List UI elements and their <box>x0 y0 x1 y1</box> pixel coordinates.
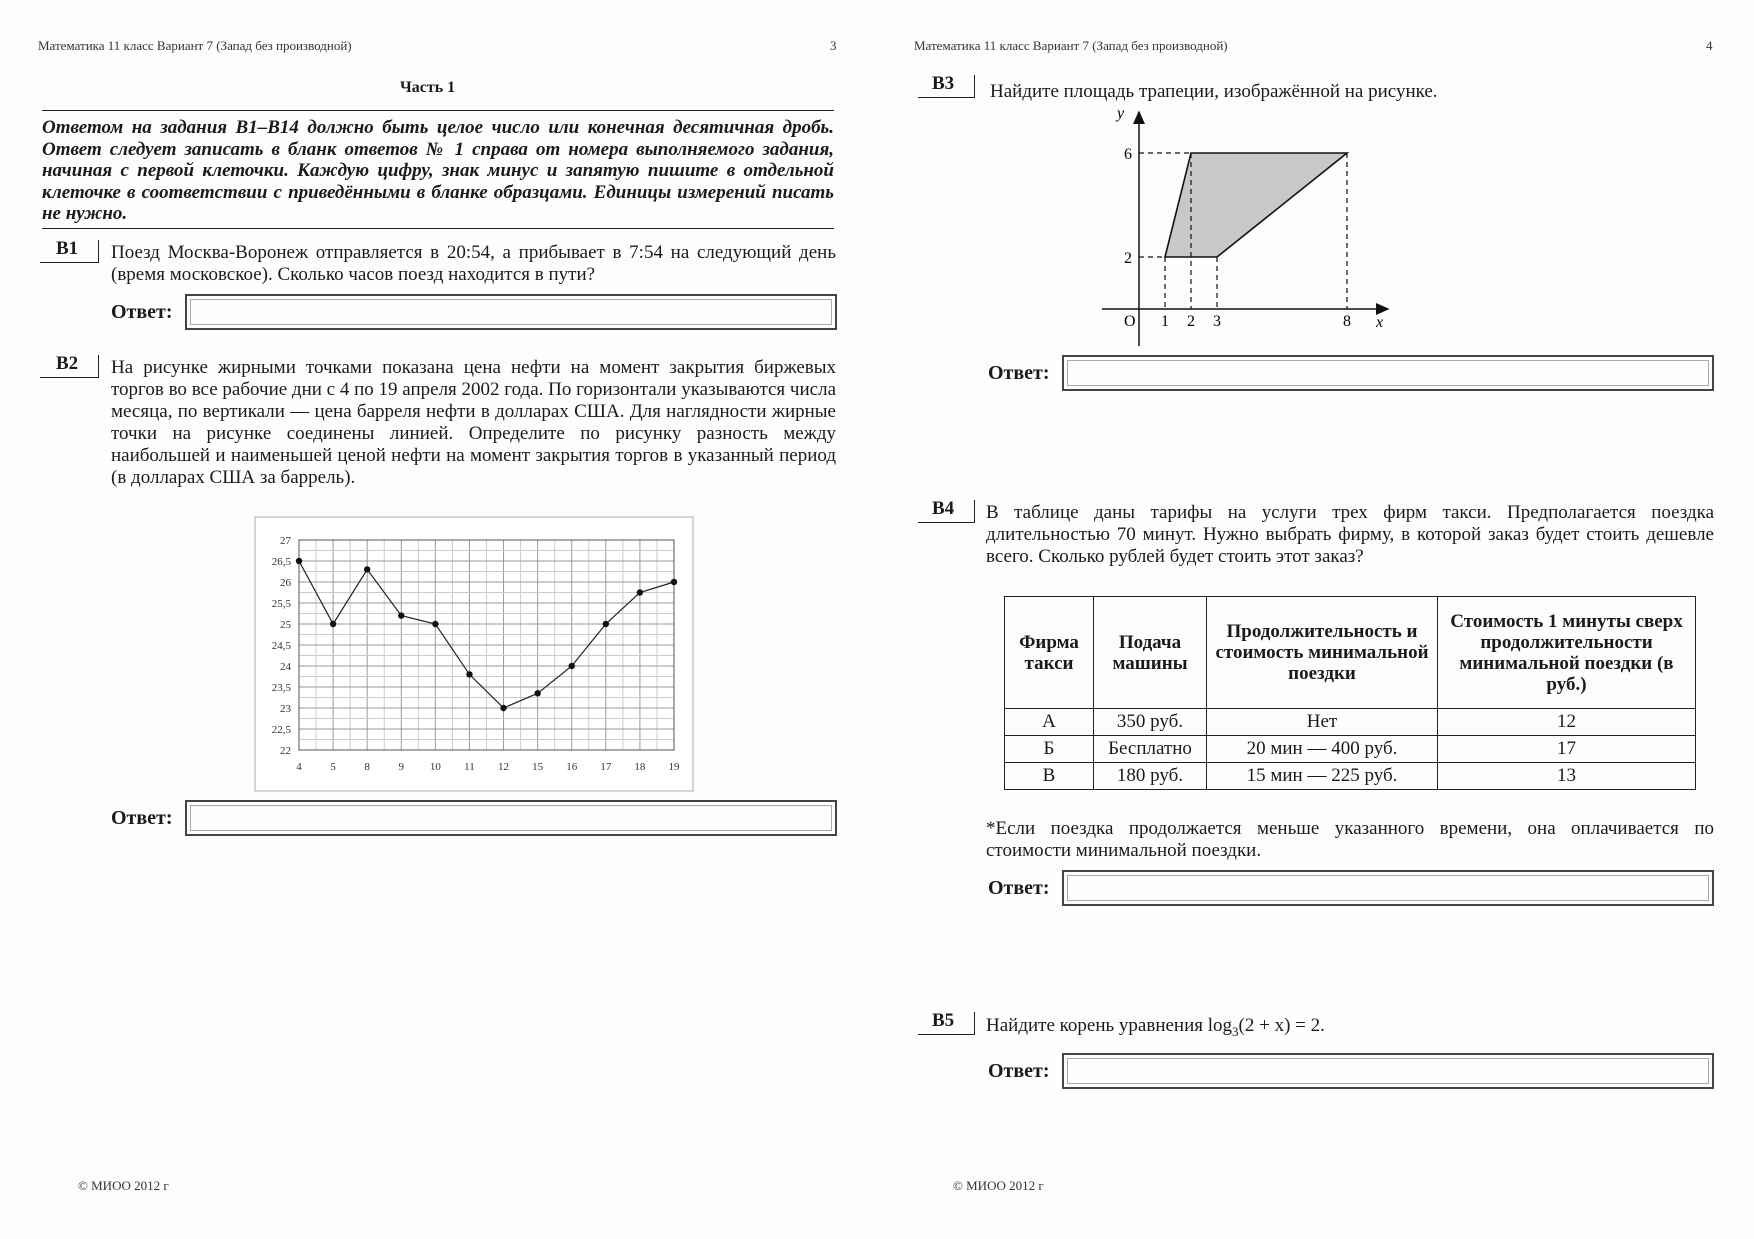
y-tick-label: 22,5 <box>271 724 291 736</box>
table-header: Фирма такси <box>1005 597 1094 709</box>
b4-answer-row <box>988 870 1714 906</box>
data-point <box>603 621 609 627</box>
data-point <box>671 579 677 585</box>
origin-label: O <box>1124 313 1136 330</box>
x-tick-label: 4 <box>296 761 302 773</box>
instructions: Ответом на задания B1–B14 должно быть целое число или конечная десятичная дробь. Ответ следует записать в бланк ответов № 1 справа от номера выполняемого задания, начиная с первой клеточки. Каждую цифру, знак минус и запятую пишите в отдельной клеточке в соответствии с приведёнными в бланке образцами. Единицы измерений писать не нужно. <box>42 117 834 224</box>
b2-answer-row <box>111 800 837 836</box>
b3-answer-label: Ответ: <box>988 361 1050 384</box>
data-point <box>637 589 643 595</box>
b4-note: *Если поездка продолжается меньше указанного времени, она оплачивается по стоимости минимальной поездки. <box>986 818 1714 861</box>
table-cell: В <box>1005 763 1094 790</box>
x-tick-label: 19 <box>668 761 680 773</box>
x-tick-8: 8 <box>1343 313 1351 330</box>
x-tick-label: 16 <box>566 761 578 773</box>
b3-label: B3 <box>932 73 955 94</box>
table-header: Продолжительность и стоимость минимальной поездки <box>1207 597 1438 709</box>
b5-answer-row <box>988 1053 1714 1089</box>
divider-top <box>42 110 834 111</box>
b2-answer-label: Ответ: <box>111 806 173 829</box>
b1-label: B1 <box>56 238 79 259</box>
b5-log-base: 3 <box>1232 1023 1239 1039</box>
y-tick-6: 6 <box>1124 146 1132 163</box>
b2-label: B2 <box>56 353 79 374</box>
b4-answer-label: Ответ: <box>988 876 1050 899</box>
b1-answer-field[interactable] <box>185 294 837 330</box>
b5-label: B5 <box>932 1010 955 1031</box>
y-tick-label: 25 <box>280 619 291 631</box>
b5-text-after: (2 + x) = 2. <box>1238 1015 1325 1036</box>
b4-text: В таблице даны тарифы на услуги трех фирм такси. Предполагается поездка длительностью 70 минут. Нужно выбрать фирму, в которой заказ будет стоить дешевле всего. Сколько рублей будет стоить этот заказ? <box>986 502 1714 567</box>
b5-label-box <box>918 1012 975 1035</box>
x-tick-label: 10 <box>429 761 441 773</box>
x-tick-label: 8 <box>364 761 370 773</box>
table-cell: 13 <box>1438 763 1696 790</box>
y-tick-label: 23 <box>280 703 291 715</box>
x-tick-3: 3 <box>1213 313 1221 330</box>
right-page-number: 4 <box>1706 38 1713 53</box>
table-row <box>1005 709 1696 736</box>
table-cell: 180 руб. <box>1094 763 1207 790</box>
table-cell: 15 мин — 225 руб. <box>1207 763 1438 790</box>
trapezoid-figure <box>1090 104 1400 352</box>
b4-label: B4 <box>932 498 955 519</box>
left-page-header: Математика 11 класс Вариант 7 (Запад без производной) <box>38 38 352 53</box>
right-page-header: Математика 11 класс Вариант 7 (Запад без производной) <box>914 38 1228 53</box>
table-cell: А <box>1005 709 1094 736</box>
b4-label-box <box>918 500 975 523</box>
part-title: Часть 1 <box>400 79 456 96</box>
x-tick-label: 12 <box>498 761 510 773</box>
data-point <box>569 663 575 669</box>
b1-answer-row <box>111 294 837 330</box>
b5-text-before: Найдите корень уравнения log <box>986 1015 1233 1036</box>
table-cell: 350 руб. <box>1094 709 1207 736</box>
x-tick-label: 17 <box>600 761 612 773</box>
table-row <box>1005 736 1696 763</box>
y-tick-label: 24 <box>280 661 291 673</box>
b1-label-box <box>40 240 99 263</box>
b3-text: Найдите площадь трапеции, изображённой на рисунке. <box>990 81 1438 102</box>
y-tick-label: 26,5 <box>271 556 291 568</box>
b4-answer-field[interactable] <box>1062 870 1714 906</box>
y-tick-label: 27 <box>280 535 291 547</box>
y-tick-2: 2 <box>1124 250 1132 267</box>
y-axis-label: y <box>1117 105 1125 122</box>
y-tick-label: 23,5 <box>271 682 291 694</box>
x-tick-label: 5 <box>330 761 336 773</box>
table-cell: 20 мин — 400 руб. <box>1207 736 1438 763</box>
trapezoid-shape <box>1165 153 1347 257</box>
b5-answer-field[interactable] <box>1062 1053 1714 1089</box>
table-cell: 12 <box>1438 709 1696 736</box>
x-tick-label: 9 <box>398 761 405 773</box>
y-tick-label: 24,5 <box>271 640 291 652</box>
x-tick-label: 18 <box>634 761 646 773</box>
y-tick-label: 26 <box>280 577 291 589</box>
table-row <box>1005 763 1696 790</box>
taxi-tariff-table <box>1004 596 1696 790</box>
data-point <box>466 671 472 677</box>
left-footer: © МИОО 2012 г <box>78 1178 169 1193</box>
table-header: Подача машины <box>1094 597 1207 709</box>
data-point <box>500 705 506 711</box>
right-footer: © МИОО 2012 г <box>953 1178 1044 1193</box>
b3-answer-row <box>988 355 1714 391</box>
table-cell: Нет <box>1207 709 1438 736</box>
b3-label-box <box>918 75 975 98</box>
x-tick-label: 11 <box>464 761 475 773</box>
x-tick-2: 2 <box>1187 313 1195 330</box>
data-point <box>398 612 404 618</box>
b5-answer-label: Ответ: <box>988 1059 1050 1082</box>
data-point <box>534 690 540 696</box>
divider-bottom <box>42 228 834 229</box>
left-page-number: 3 <box>830 38 837 53</box>
oil-price-chart <box>254 516 694 792</box>
table-cell: Б <box>1005 736 1094 763</box>
b1-answer-label: Ответ: <box>111 300 173 323</box>
data-point <box>364 566 370 572</box>
data-point <box>432 621 438 627</box>
y-tick-label: 22 <box>280 745 291 757</box>
table-header: Стоимость 1 минуты сверх продолжительности минимальной поездки (в руб.) <box>1438 597 1696 709</box>
b5-text <box>986 1015 1325 1043</box>
data-point <box>330 621 336 627</box>
table-cell: 17 <box>1438 736 1696 763</box>
x-axis-label: x <box>1376 314 1384 331</box>
b2-label-box <box>40 355 99 378</box>
b2-answer-field[interactable] <box>185 800 837 836</box>
x-tick-1: 1 <box>1161 313 1169 330</box>
b2-text: На рисунке жирными точками показана цена нефти на момент закрытия биржевых торгов во все рабочие дни с 4 по 19 апреля 2002 года. По горизонтали указываются числа месяца, по вертикали — цена барреля нефти в долларах США. Для наглядности жирные точки на рисунке соединены линией. Определите по рисунку разность между наибольшей и наименьшей ценой нефти на момент закрытия торгов в указанный период (в долларах США за баррель). <box>111 357 836 488</box>
b3-answer-field[interactable] <box>1062 355 1714 391</box>
x-tick-label: 15 <box>532 761 544 773</box>
y-tick-label: 25,5 <box>271 598 291 610</box>
data-point <box>296 558 302 564</box>
table-cell: Бесплатно <box>1094 736 1207 763</box>
b1-text: Поезд Москва-Воронеж отправляется в 20:54, а прибывает в 7:54 на следующий день (время московское). Сколько часов поезд находится в пути? <box>111 242 836 285</box>
